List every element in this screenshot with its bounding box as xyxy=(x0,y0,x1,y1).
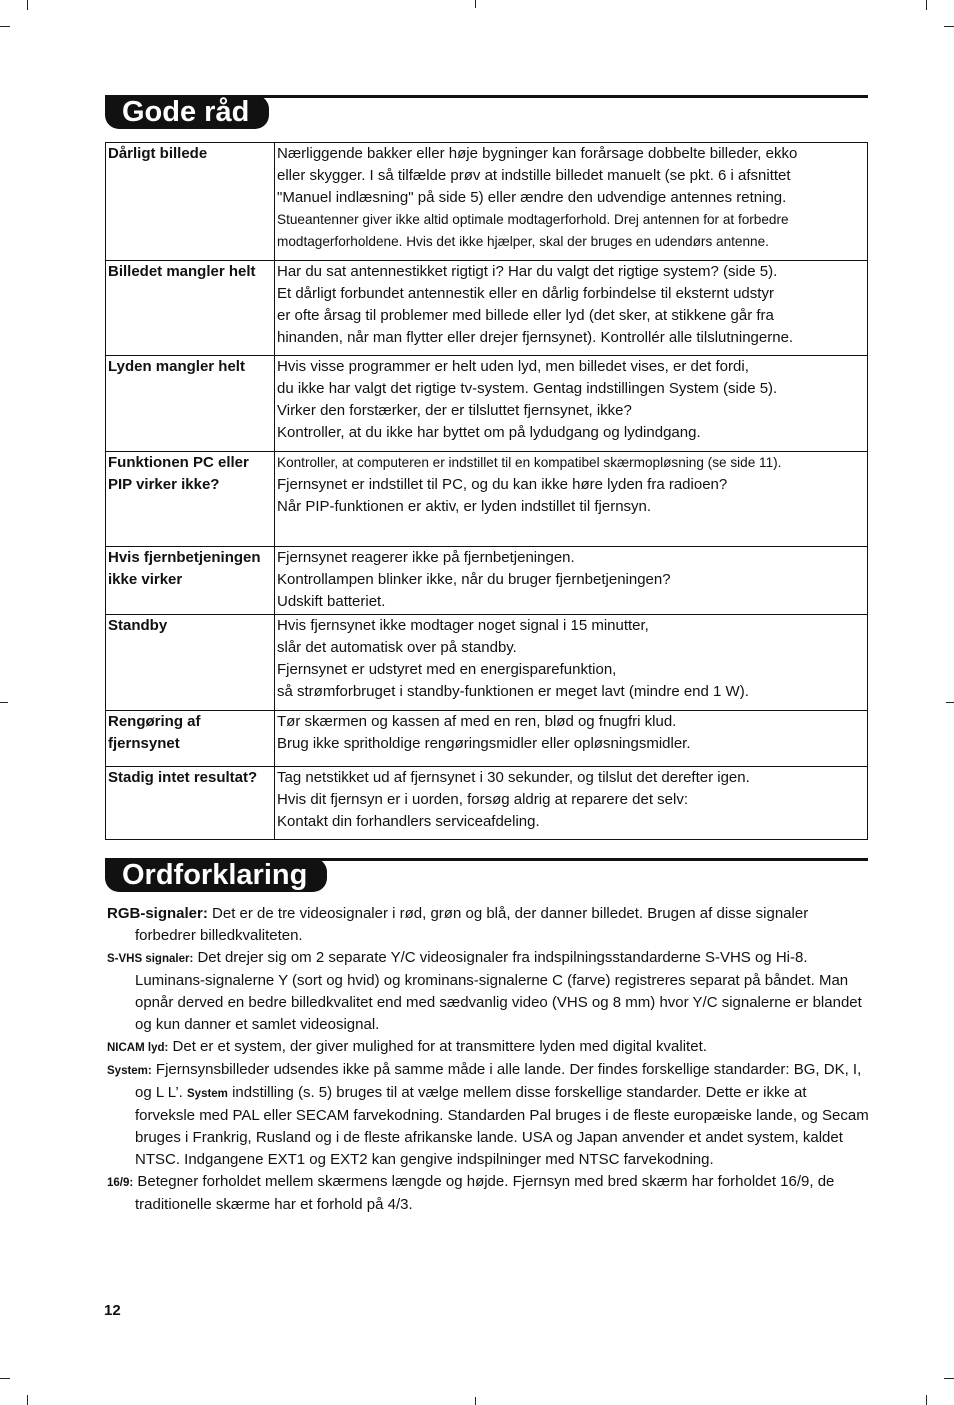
crop-mark xyxy=(944,1378,954,1379)
table-row xyxy=(106,261,868,356)
solution-line: Hvis visse programmer er helt uden lyd, men billedet vises, er det fordi, xyxy=(277,358,749,375)
solution-line: Udskift batteriet. xyxy=(277,593,386,610)
solution-line: du ikke har valgt det rigtige tv-system. Gentag indstillingen System (side 5). xyxy=(277,380,778,397)
solution-line: Kontroller, at computeren er indstillet til en kompatibel skærmopløsning (se side 11). xyxy=(277,455,782,470)
solution-line: Kontakt din forhandlers serviceafdeling. xyxy=(277,813,540,830)
glossary-definition: Det er et system, der giver mulighed for at transmittere lyden med digital kvalitet. xyxy=(172,1038,707,1055)
table-row xyxy=(106,767,868,840)
glossary-entry xyxy=(107,947,869,1036)
crop-mark xyxy=(926,1395,927,1405)
solution-line: Hvis fjernsynet ikke modtager noget signal i 15 minutter, xyxy=(277,617,649,634)
solution-line: Tag netstikket ud af fjernsynet i 30 sekunder, og tilslut det derefter igen. xyxy=(277,769,750,786)
solution-line: er ofte årsag til problemer med billede eller lyd (det sker, at stikkene går fra xyxy=(277,307,774,324)
glossary-entry xyxy=(107,1036,869,1059)
page-number: 12 xyxy=(104,1302,121,1319)
crop-mark xyxy=(475,0,476,8)
solution-line: så strømforbruget i standby-funktionen er meget lavt (mindre end 1 W). xyxy=(277,683,749,700)
solution-text xyxy=(275,547,868,615)
table-row xyxy=(106,143,868,261)
glossary-keyword: System xyxy=(187,1088,228,1100)
solution-text xyxy=(275,615,868,711)
crop-mark xyxy=(0,26,10,27)
solution-text xyxy=(275,767,868,840)
glossary-definition: Det er de tre videosignaler i rød, grøn og blå, der danner billedet. Brugen af disse signaler forbedrer billedkvaliteten. xyxy=(135,905,809,944)
crop-mark xyxy=(0,702,8,703)
table-row xyxy=(106,547,868,615)
solution-text xyxy=(275,143,868,261)
problem-label: Stadig intet resultat? xyxy=(106,767,275,840)
solution-line: Kontroller, at du ikke har byttet om på lydudgang og lydindgang. xyxy=(277,424,701,441)
problem-label: Dårligt billede xyxy=(106,143,275,261)
crop-mark xyxy=(0,1378,10,1379)
glossary-entry xyxy=(107,1059,869,1171)
glossary-definition-cont: indstilling (s. 5) bruges til at vælge mellem disse forskellige standarder. Dette er ikke at forveksle med PAL eller SECAM farvekodning. Standarden Pal bruges i de fleste europæiske lande, og Secam bruges i Frankrig, Rusland og i de fleste afrikanske lande. USA og Japan anvender et andet system, kaldet NTSC. Indgangene EXT1 og EXT2 kan gengive indspilninger med NTSC farvekodning. xyxy=(135,1084,869,1168)
crop-mark xyxy=(944,26,954,27)
glossary-definition: Betegner forholdet mellem skærmens længde og højde. Fjernsyn med bred skærm har forholdet 16/9, de traditionelle skærme har et forhold på 4/3. xyxy=(135,1173,835,1213)
glossary-entry xyxy=(107,1171,869,1216)
solution-line: "Manuel indlæsning" på side 5) eller ændre den udvendige antennes retning. xyxy=(277,189,787,206)
problem-label: Rengøring af fjernsynet xyxy=(106,711,275,767)
glossary-title: Ordforklaring xyxy=(105,858,327,892)
troubleshooting-table xyxy=(105,142,868,840)
glossary-term: NICAM lyd: xyxy=(107,1042,169,1054)
solution-line: hinanden, når man flytter eller drejer fjernsynet). Kontrollér alle tilslutningerne. xyxy=(277,329,794,346)
solution-line: Har du sat antennestikket rigtigt i? Har du valgt det rigtige system? (side 5). xyxy=(277,263,778,280)
problem-label: Billedet mangler helt xyxy=(106,261,275,356)
solution-line: Fjernsynet er indstillet til PC, og du kan ikke høre lyden fra radioen? xyxy=(277,476,728,493)
solution-line: Kontrollampen blinker ikke, når du bruger fjernbetjeningen? xyxy=(277,571,671,588)
solution-line: Virker den forstærker, der er tilsluttet fjernsynet, ikke? xyxy=(277,402,632,419)
table-row xyxy=(106,711,868,767)
table-row xyxy=(106,615,868,711)
solution-line: Fjernsynet er udstyret med en energisparefunktion, xyxy=(277,661,617,678)
solution-text xyxy=(275,356,868,452)
solution-text xyxy=(275,261,868,356)
glossary-list xyxy=(107,903,869,1216)
solution-line: Hvis dit fjernsyn er i uorden, forsøg aldrig at reparere det selv: xyxy=(277,791,689,808)
problem-label: Hvis fjernbetjeningen ikke virker xyxy=(106,547,275,615)
header-rule xyxy=(205,95,868,98)
glossary-term: 16/9: xyxy=(107,1177,134,1189)
crop-mark xyxy=(27,0,28,10)
solution-line: Brug ikke spritholdige rengøringsmidler eller opløsningsmidler. xyxy=(277,735,691,752)
solution-line: Når PIP-funktionen er aktiv, er lyden indstillet til fjernsyn. xyxy=(277,498,652,515)
glossary-term: S-VHS signaler: xyxy=(107,953,194,965)
crop-mark xyxy=(946,702,954,703)
glossary-term: System: xyxy=(107,1065,152,1077)
tips-title: Gode råd xyxy=(105,95,269,129)
glossary-entry xyxy=(107,903,869,947)
crop-mark xyxy=(27,1395,28,1405)
solution-line: modtagerforholdene. Hvis det ikke hjælper, skal der bruges en udendørs antenne. xyxy=(277,234,769,249)
solution-line: slår det automatisk over på standby. xyxy=(277,639,517,656)
problem-label: Standby xyxy=(106,615,275,711)
glossary-definition: Fjernsynsbilleder udsendes ikke på samme måde i alle lande. Der findes forskellige standarder: BG, DK, I, og L L’. xyxy=(135,1061,862,1101)
glossary-term: RGB-signaler: xyxy=(107,905,208,922)
solution-text xyxy=(275,452,868,547)
crop-mark xyxy=(475,1397,476,1405)
solution-line: eller skygger. I så tilfælde prøv at indstille billedet manuelt (se pkt. 6 i afsnittet xyxy=(277,167,791,184)
table-row xyxy=(106,452,868,547)
table-row xyxy=(106,356,868,452)
problem-label: Funktionen PC eller PIP virker ikke? xyxy=(106,452,275,547)
solution-line: Stueantenner giver ikke altid optimale modtagerforhold. Drej antennen for at forbedre xyxy=(277,212,789,227)
solution-line: Et dårligt forbundet antennestik eller en dårlig forbindelse til eksternt udstyr xyxy=(277,285,774,302)
solution-line: Tør skærmen og kassen af med en ren, blød og fnugfri klud. xyxy=(277,713,677,730)
crop-mark xyxy=(926,0,927,10)
solution-line: Nærliggende bakker eller høje bygninger kan forårsage dobbelte billeder, ekko xyxy=(277,145,798,162)
problem-label: Lyden mangler helt xyxy=(106,356,275,452)
solution-line: Fjernsynet reagerer ikke på fjernbetjeningen. xyxy=(277,549,575,566)
glossary-definition: Det drejer sig om 2 separate Y/C videosignaler fra indspilningsstandarderne S-VHS og Hi-8. Luminans-signalerne Y (sort og hvid) og krominans-signalerne C (farve) registreres separat på båndet. Man opnår derved en bedre billedkvalitet end med sædvanlig video (VHS og 8 mm) hvor Y/C signalerne er blandet og kun danner et samlet videosignal. xyxy=(135,949,862,1033)
solution-text xyxy=(275,711,868,767)
